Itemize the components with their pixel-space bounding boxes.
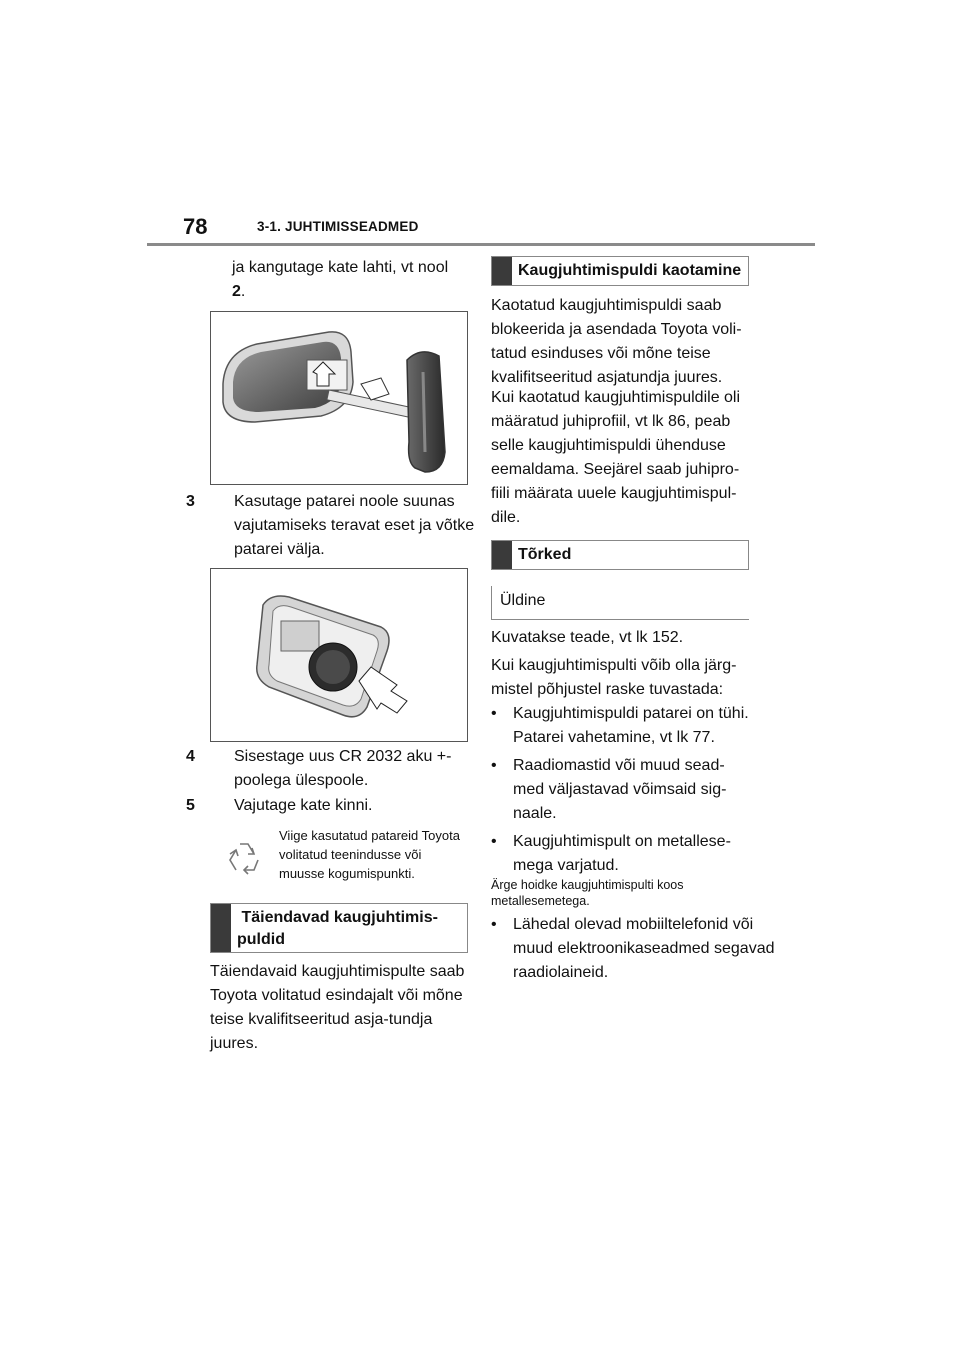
reasons-intro: Kui kaugjuhtimispulti võib olla järg-mistel põhjustel raske tuvastada:: [491, 657, 737, 698]
page-number: 78: [183, 214, 208, 239]
heading-faults-label: Tõrked: [518, 546, 572, 563]
list-item: [491, 830, 753, 878]
header-rule: [147, 243, 815, 246]
message-text: Kuvatakse teade, vt lk 152.: [491, 629, 684, 646]
list-item-text: Kaugjuhtimispult on metallese-mega varjatud.: [513, 833, 731, 874]
section-title: 3-1. JUHTIMISSEADMED: [257, 219, 419, 234]
arrow-number: 2: [232, 283, 241, 300]
reasons-list: [491, 702, 753, 878]
heading-faults: [491, 540, 749, 570]
figure-battery-removal: [210, 568, 468, 742]
step-4-text: Sisestage uus CR 2032 aku +-poolega ülespoole.: [234, 748, 452, 789]
heading-bar: [492, 541, 512, 569]
extra-remotes-text: Täiendavaid kaugjuhtimispulte saab Toyota volitatud esindajalt või mõne teise kvalifitseeritud asja-tundja juures.: [210, 963, 465, 1052]
step-5-number: 5: [186, 797, 195, 814]
list-item-text: Lähedal olevad mobiiltelefonid või muud elektroonikaseadmed segavad raadiolaineid.: [513, 916, 775, 981]
list-item: [491, 754, 753, 826]
lost-paragraph-2: Kui kaotatud kaugjuhtimispuldile oli määratud juhiprofiil, vt lk 86, peab selle kaugjuhtimispuldi ühenduse eemaldama. Seejärel saab juhipro-fiili määrata uuele kaugjuhtimispul-dile.: [491, 389, 741, 526]
list-item-text: Kaugjuhtimispuldi patarei on tühi. Patarei vahetamine, vt lk 77.: [513, 705, 749, 746]
bullet-mark: •: [491, 757, 497, 774]
heading-bar: [211, 904, 231, 952]
bullet-mark: •: [491, 705, 497, 722]
step-3-text: Kasutage patarei noole suunas vajutamiseks teravat eset ja võtke patarei välja.: [234, 493, 475, 558]
step-5-text: Vajutage kate kinni.: [234, 797, 373, 814]
step-4: [186, 745, 496, 793]
list-item: [491, 702, 753, 750]
key-fob-illustration: [211, 312, 467, 484]
battery-compartment-illustration: [211, 569, 467, 741]
list-item: [491, 913, 775, 985]
recycle-icon: [226, 838, 262, 878]
intro-line-2-rest: .: [240, 283, 246, 300]
heading-extra-remotes-label: Täiendavad kaugjuhtimis-puldid: [237, 909, 438, 948]
intro-line-1: ja kangutage kate lahti, vt nool: [232, 259, 449, 276]
intro-line-2: [232, 280, 472, 304]
bullet-mark: •: [491, 916, 497, 933]
step-3: [186, 490, 496, 562]
list-item-text: Raadiomastid või muud sead-med väljastavad võimsaid sig-naale.: [513, 757, 727, 822]
figure-key-cover-removal: [210, 311, 468, 485]
subheading-general-label: Üldine: [500, 592, 546, 609]
lost-paragraph-1: Kaotatud kaugjuhtimispuldi saab blokeerida ja asendada Toyota voli-tatud esinduses või mõne teise kvalifitseeritud asjatundja juures.: [491, 297, 742, 386]
step-3-number: 3: [186, 493, 195, 510]
step-4-number: 4: [186, 748, 195, 765]
bullet-mark: •: [491, 833, 497, 850]
step-5: [186, 794, 496, 818]
recycle-note: Viige kasutatud patareid Toyota volitatud teenindusse või muusse kogumispunkti.: [279, 828, 460, 881]
heading-bar: [492, 257, 512, 285]
intro-text: [232, 256, 472, 304]
subheading-general: [491, 586, 749, 620]
heading-extra-remotes: [210, 903, 468, 953]
heading-lost-remote-label: Kaugjuhtimispuldi kaotamine: [518, 262, 742, 279]
small-note: Ärge hoidke kaugjuhtimispulti koos metallesemetega.: [491, 878, 684, 908]
heading-lost-remote: [491, 256, 749, 286]
